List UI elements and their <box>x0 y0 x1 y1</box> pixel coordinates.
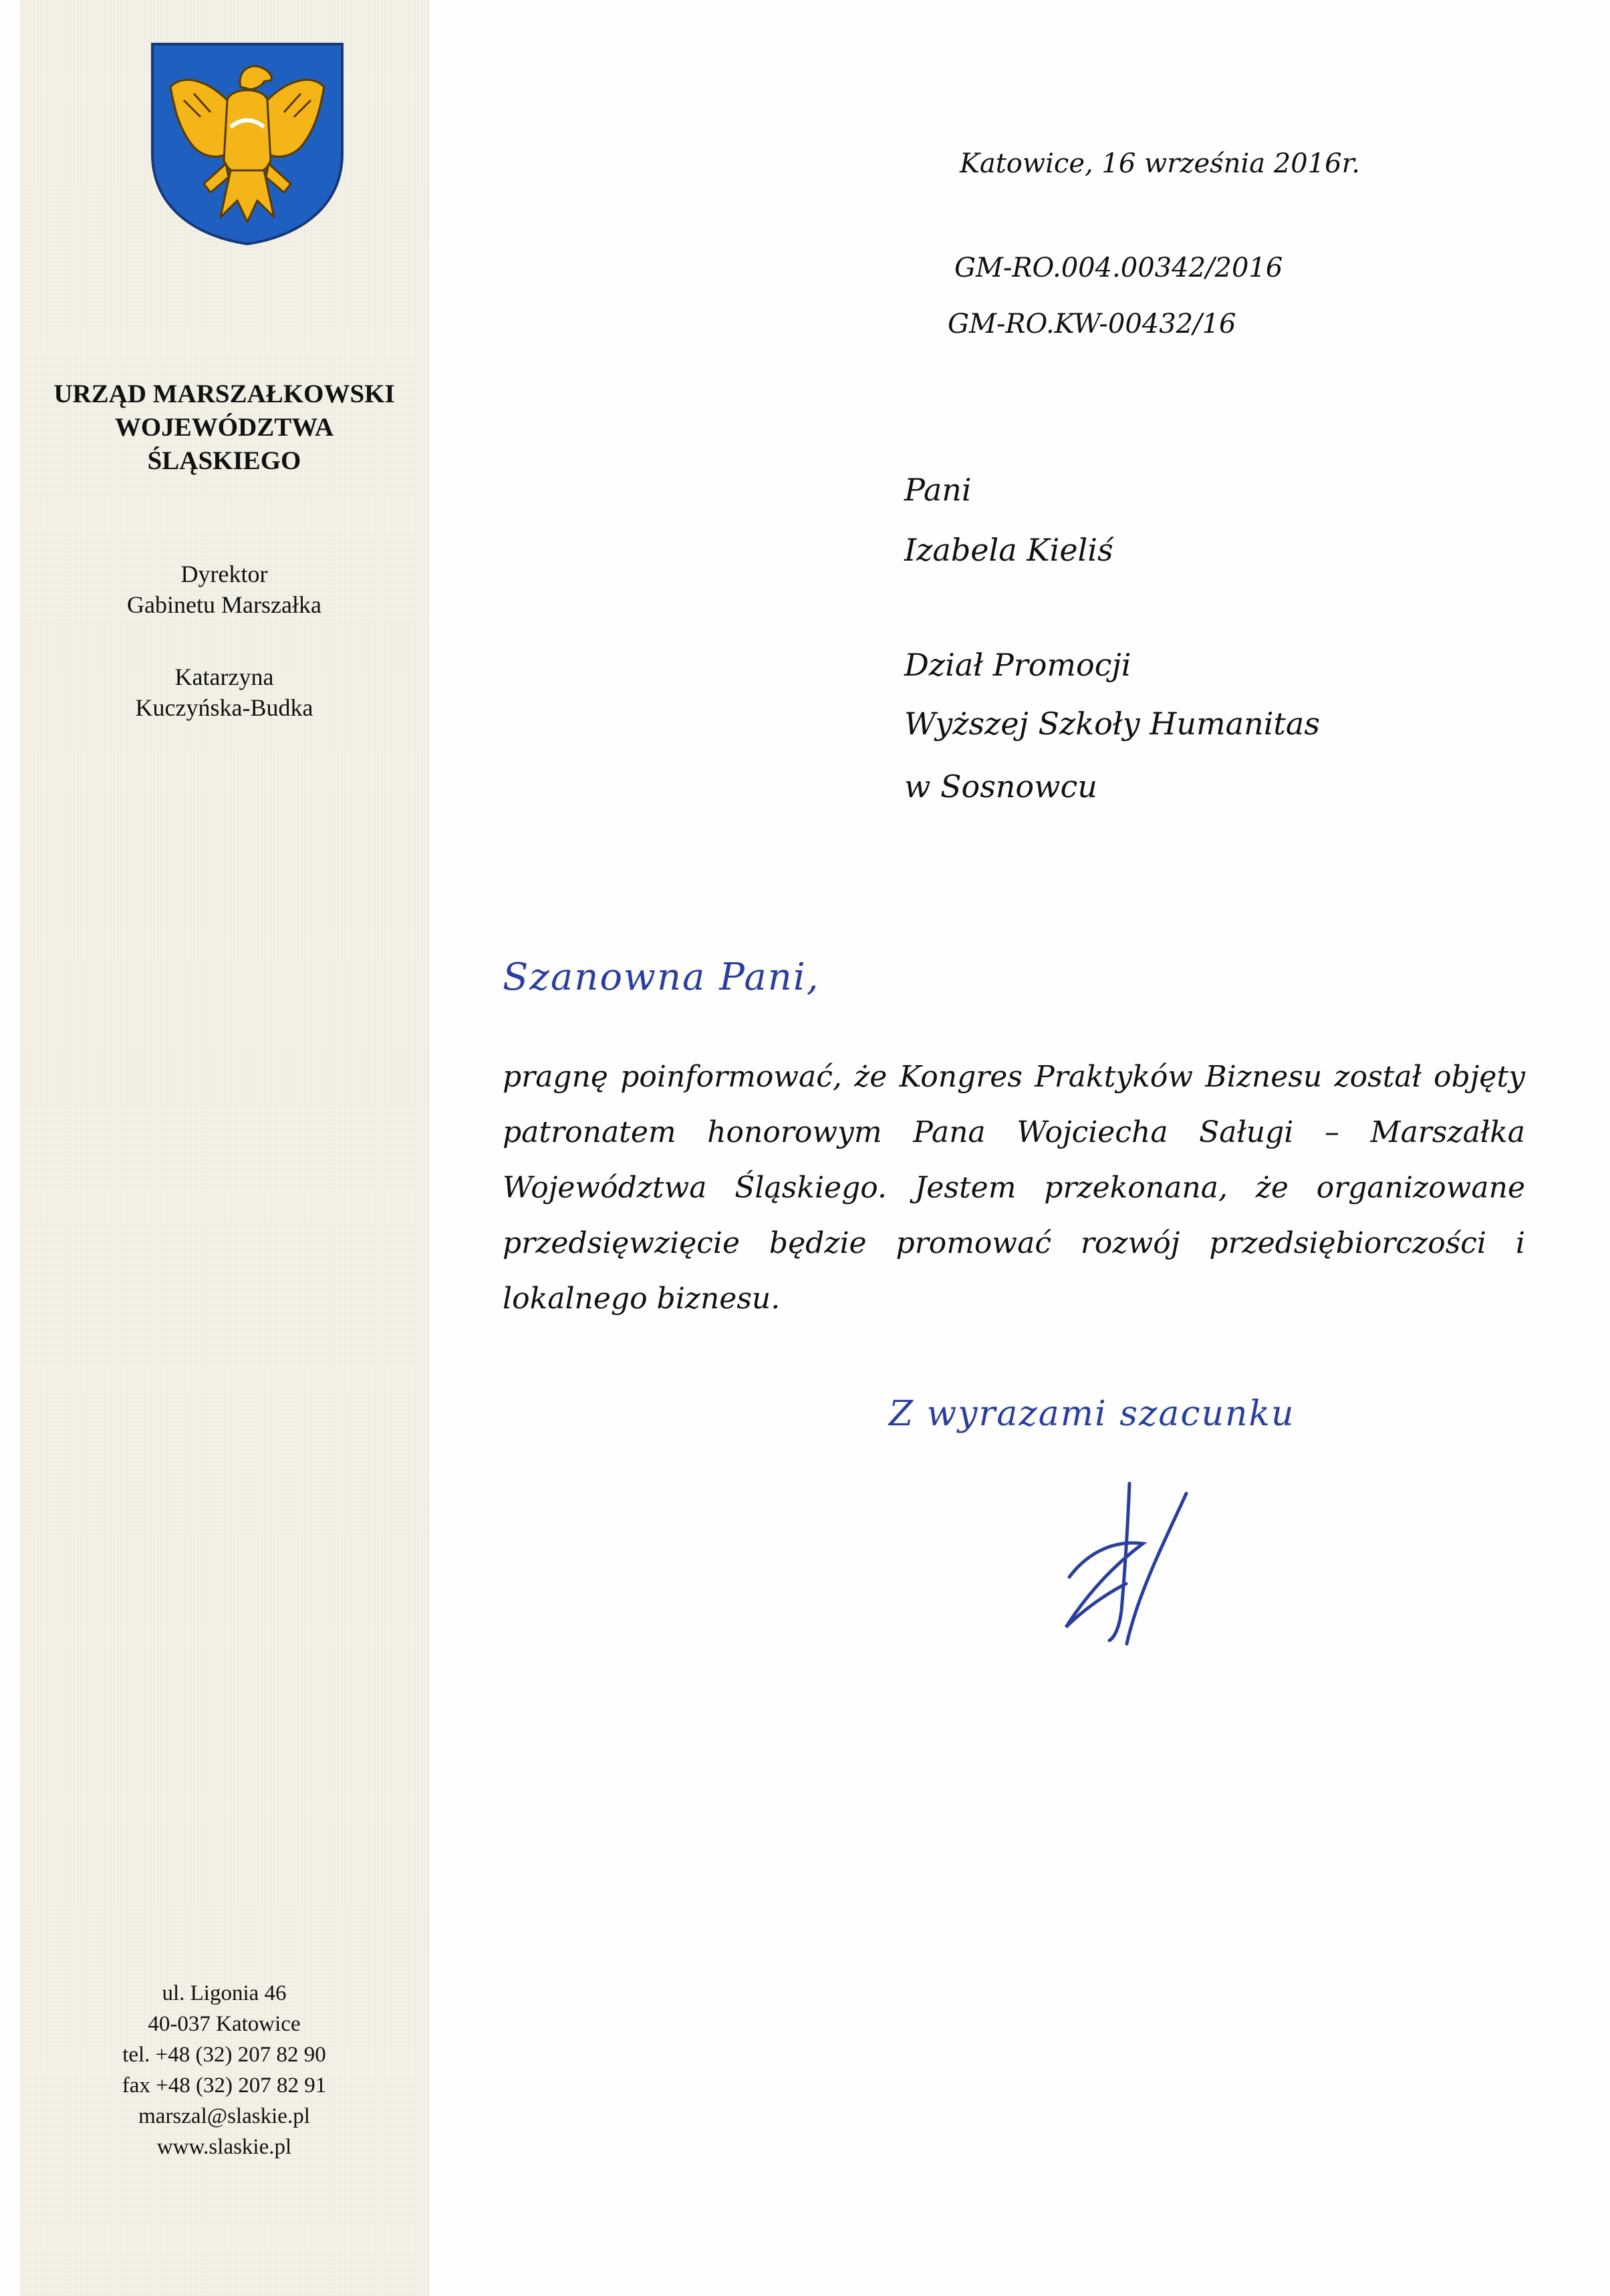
recipient-name: Izabela Kieliś <box>904 532 1113 568</box>
letterhead-sidebar <box>20 0 429 2296</box>
website: www.slaskie.pl <box>156 2135 292 2159</box>
silesia-coat-of-arms-icon <box>147 40 348 247</box>
email-address: marszal@slaskie.pl <box>138 2104 310 2128</box>
director-title-line: Dyrektor <box>180 561 268 587</box>
recipient-institution: Wyższej Szkoły Humanitas <box>904 706 1320 742</box>
recipient-city: w Sosnowcu <box>904 768 1097 805</box>
place-and-date: Katowice, 16 września 2016r. <box>960 148 1361 179</box>
letter-body: pragnę poinformować, że Kongres Praktyków Biznesu został objęty patronatem honorowym Pana Wojciecha Saługi – Marszałka Województwa Śląskiego. Jestem przekonana, że organizowane przedsięwzięcie będzie promować rozwój przedsiębiorczości i lokalnego biznesu. <box>503 1060 1525 1316</box>
phone-number: tel. +48 (32) 207 82 90 <box>122 2043 326 2067</box>
director-title-line: Gabinetu Marszałka <box>127 591 321 618</box>
fax-number: fax +48 (32) 207 82 91 <box>122 2073 327 2098</box>
reference-number-1: GM-RO.004.00342/2016 <box>954 253 1283 283</box>
office-name <box>20 378 428 478</box>
recipient-title: Pani <box>904 472 972 508</box>
office-name-line: ŚLĄSKIEGO <box>147 446 301 475</box>
reference-number-2: GM-RO.KW-00432/16 <box>948 309 1236 339</box>
handwritten-closing: Z wyrazami szacunku <box>889 1394 1295 1434</box>
director-first-name: Katarzyna <box>174 664 274 690</box>
contact-address <box>20 1978 428 2162</box>
handwritten-signature-icon <box>1043 1477 1210 1651</box>
director-name <box>20 662 428 723</box>
director-title <box>20 559 428 620</box>
office-name-line: URZĄD MARSZAŁKOWSKI <box>53 380 395 408</box>
recipient-department: Dział Promocji <box>904 647 1131 683</box>
postal-city: 40-037 Katowice <box>148 2012 301 2036</box>
handwritten-salutation: Szanowna Pani, <box>503 956 820 999</box>
director-last-name: Kuczyńska-Budka <box>135 694 313 721</box>
street-address: ul. Ligonia 46 <box>162 1981 287 2005</box>
office-name-line: WOJEWÓDZTWA <box>114 413 334 442</box>
